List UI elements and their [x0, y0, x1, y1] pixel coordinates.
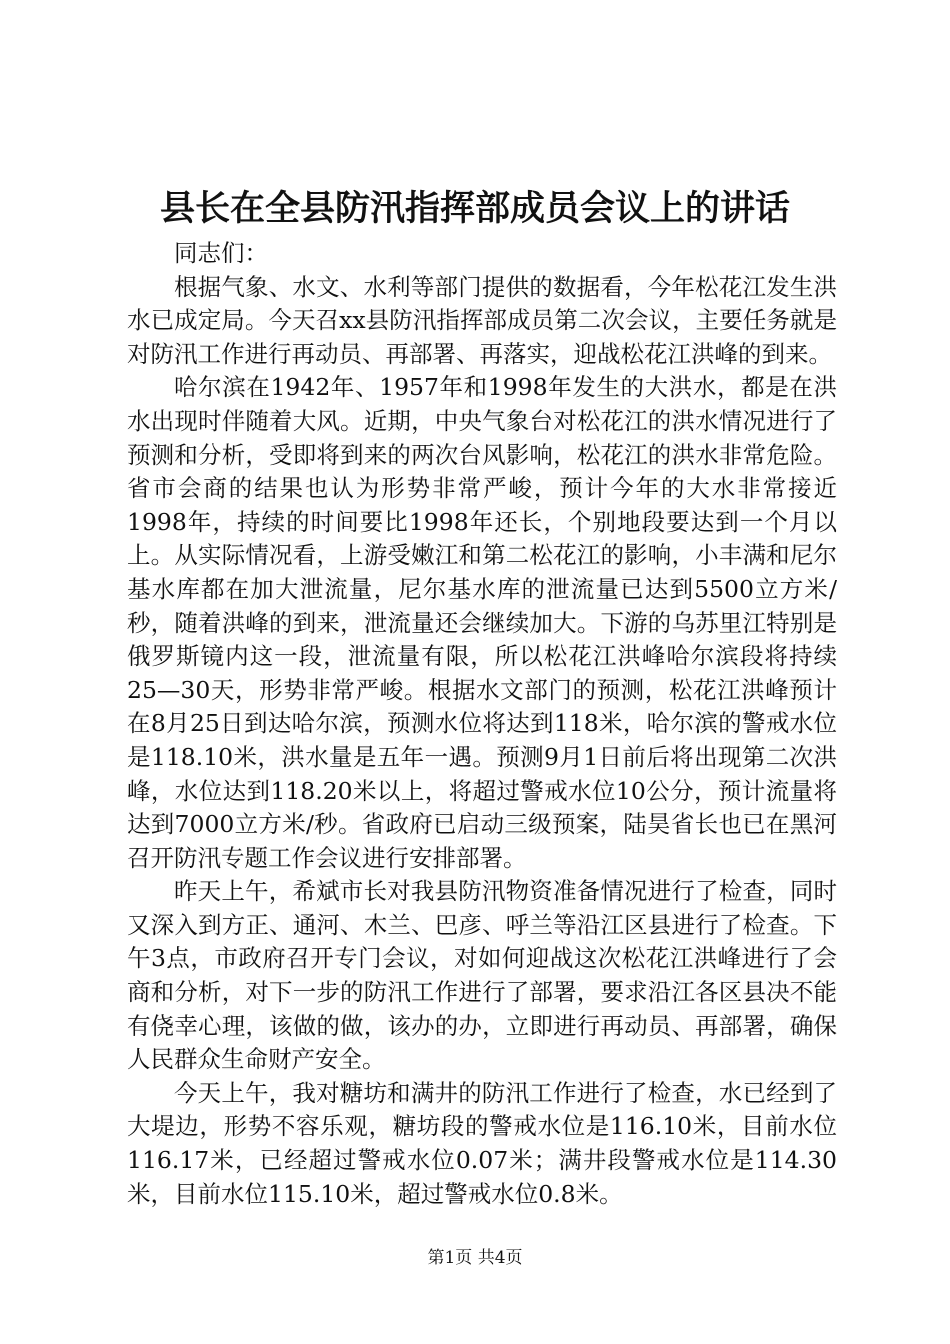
page-footer: 第1页 共4页 — [427, 1248, 523, 1268]
document-title: 县长在全县防汛指挥部成员会议上的讲话 — [159, 188, 790, 229]
paragraph-1: 根据气象、水文、水利等部门提供的数据看，今年松花江发生洪水已成定局。今天召xx县防汛指挥部成员第二次会议，主要任务就是对防汛工作进行再动员、再部署、再落实，迎战松花江洪峰的到来。 — [127, 272, 837, 368]
paragraph-2: 哈尔滨在1942年、1957年和1998年发生的大洪水，都是在洪水出现时伴随着大风。近期，中央气象台对松花江的洪水情况进行了预测和分析，受即将到来的两次台风影响，松花江的洪水非常危险。省市会商的结果也认为形势非常严峻，预计今年的大水非常接近1998年，持续的时间要比1998年还长，个别地段要达到一个月以上。从实际情况看，上游受嫩江和第二松花江的影响，小丰满和尼尔基水库都在加大泄流量，尼尔基水库的泄流量已达到5500立方米/秒，随着洪峰的到来，泄流量还会继续加大。下游的乌苏里江特别是俄罗斯镜内这一段，泄流量有限，所以松花江洪峰哈尔滨段将持续25—30天，形势非常严峻。根据水文部门的预测，松花江洪峰预计在8月25日到达哈尔滨，预测水位将达到118米，哈尔滨的警戒水位是118.10米，洪水量是五年一遇。预测9月1日前后将出现第二次洪峰，水位达到118.20米以上，将超过警戒水位10公分，预计流量将达到7000立方米/秒。省政府已启动三级预案，陆昊省长也已在黑河召开防汛专题工作会议进行安排部署。 — [127, 373, 837, 872]
paragraph-3: 昨天上午，希斌市长对我县防汛物资准备情况进行了检查，同时又深入到方正、通河、木兰、巴彦、呼兰等沿江区县进行了检查。下午3点，市政府召开专门会议，对如何迎战这次松花江洪峰进行了会商和分析，对下一步的防汛工作进行了部署，要求沿江各区县决不能有侥幸心理，该做的做，该办的办，立即进行再动员、再部署，确保人民群众生命财产安全。 — [127, 877, 837, 1074]
greeting-line: 同志们： — [174, 239, 268, 267]
paragraph-4: 今天上午，我对糖坊和满井的防汛工作进行了检查，水已经到了大堤边，形势不容乐观，糖坊段的警戒水位是116.10米，目前水位116.17米，已经超过警戒水位0.07米；满井段警戒水位是114.30米，目前水位115.10米，超过警戒水位0.8米。 — [127, 1078, 837, 1208]
document-body — [127, 237, 837, 1211]
